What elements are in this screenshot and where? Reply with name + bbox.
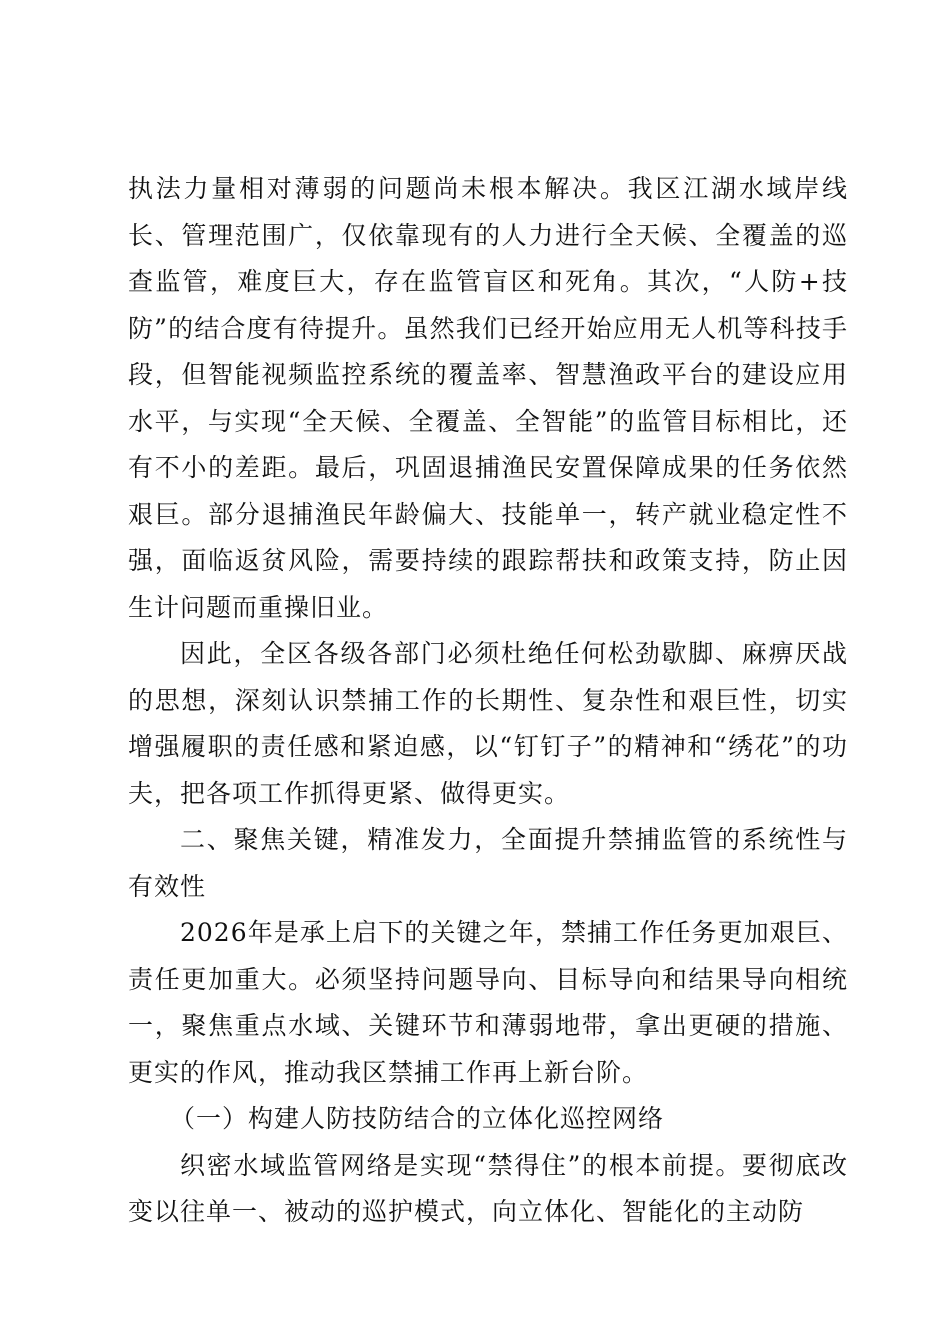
paragraph-continuation: 执法力量相对薄弱的问题尚未根本解决。我区江湖水域岸线长、管理范围广，仅依靠现有的人力进行全天候、全覆盖的巡查监管，难度巨大，存在监管盲区和死角。其次，“人防+技防”的结合度有待提升。虽然我们已经开始应用无人机等科技手段，但智能视频监控系统的覆盖率、智慧渔政平台的建设应用水平，与实现“全天候、全覆盖、全智能”的监管目标相比，还有不小的差距。最后，巩固退捕渔民安置保障成果的任务依然艰巨。部分退捕渔民年龄偏大、技能单一，转产就业稳定性不强，面临返贫风险，需要持续的跟踪帮扶和政策支持，防止因生计问题而重操旧业。	[128, 174, 848, 622]
subsection-heading-1: （一）构建人防技防结合的立体化巡控网络	[170, 1104, 665, 1133]
paragraph-network: 织密水域监管网络是实现“禁得住”的根本前提。要彻底改变以往单一、被动的巡护模式，向立体化、智能化的主动防	[128, 1150, 848, 1226]
paragraph-therefore: 因此，全区各级各部门必须杜绝任何松劲歇脚、麻痹厌战的思想，深刻认识禁捕工作的长期性、复杂性和艰巨性，切实增强履职的责任感和紧迫感，以“钉钉子”的精神和“绣花”的功夫，把各项工作抓得更紧、做得更实。	[128, 639, 848, 808]
section-heading-2: 二、聚焦关键，精准发力，全面提升禁捕监管的系统性与有效性	[128, 825, 848, 901]
document-body	[128, 166, 848, 1236]
paragraph-2026: 2026年是承上启下的关键之年，禁捕工作任务更加艰巨、责任更加重大。必须坚持问题导向、目标导向和结果导向相统一，聚焦重点水域、关键环节和薄弱地带，拿出更硬的措施、更实的作风，推动我区禁捕工作再上新台阶。	[128, 918, 848, 1087]
